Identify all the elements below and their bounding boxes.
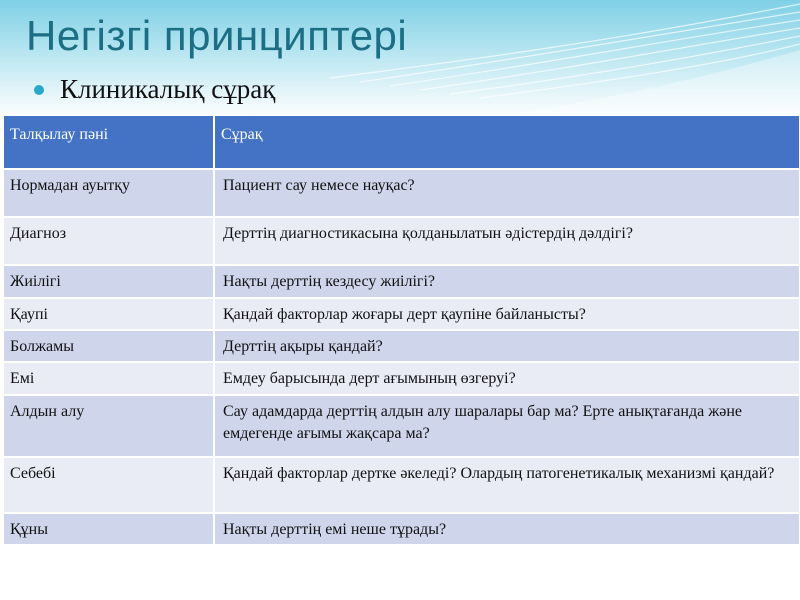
row-topic: Емі (3, 362, 214, 395)
principles-table (2, 114, 800, 546)
bullet-item (34, 74, 275, 105)
row-question: Дерттің диагностикасына қолданылатын әдістердің дәлдігі? (214, 217, 800, 265)
table-row (3, 330, 800, 362)
row-topic: Жиілігі (3, 265, 214, 298)
row-question: Нақты дерттің кездесу жиілігі? (214, 265, 800, 298)
table-row (3, 395, 800, 457)
bullet-text: Клиникалық сұрақ (60, 74, 276, 104)
row-question: Нақты дерттің емі неше тұрады? (214, 513, 800, 545)
table-header-row (3, 115, 800, 169)
table-row (3, 217, 800, 265)
row-question: Дерттің ақыры қандай? (214, 330, 800, 362)
row-topic: Құны (3, 513, 214, 545)
row-topic: Болжамы (3, 330, 214, 362)
table-row (3, 298, 800, 330)
row-topic: Нормадан ауытқу (3, 169, 214, 217)
bullet-dot-icon (34, 85, 44, 95)
slide-title: Негізгі принциптері (26, 12, 408, 59)
row-topic: Себебі (3, 457, 214, 513)
row-question: Қандай факторлар дертке әкеледі? Олардың патогенетикалық механизмі қандай? (214, 457, 800, 513)
table-row (3, 265, 800, 298)
row-question: Емдеу барысында дерт ағымының өзгеруі? (214, 362, 800, 395)
row-topic: Алдын алу (3, 395, 214, 457)
row-question: Сау адамдарда дерттің алдын алу шаралары бар ма? Ерте анықтағанда және емдегенде ағымы жақсара ма? (214, 395, 800, 457)
table-row (3, 169, 800, 217)
table-row (3, 513, 800, 545)
header-question: Сұрақ (214, 115, 800, 169)
table-row (3, 457, 800, 513)
row-topic: Қаупі (3, 298, 214, 330)
row-question: Пациент сау немесе науқас? (214, 169, 800, 217)
header-topic: Талқылау пәні (3, 115, 214, 169)
row-question: Қандай факторлар жоғары дерт қаупіне байланысты? (214, 298, 800, 330)
row-topic: Диагноз (3, 217, 214, 265)
table-row (3, 362, 800, 395)
